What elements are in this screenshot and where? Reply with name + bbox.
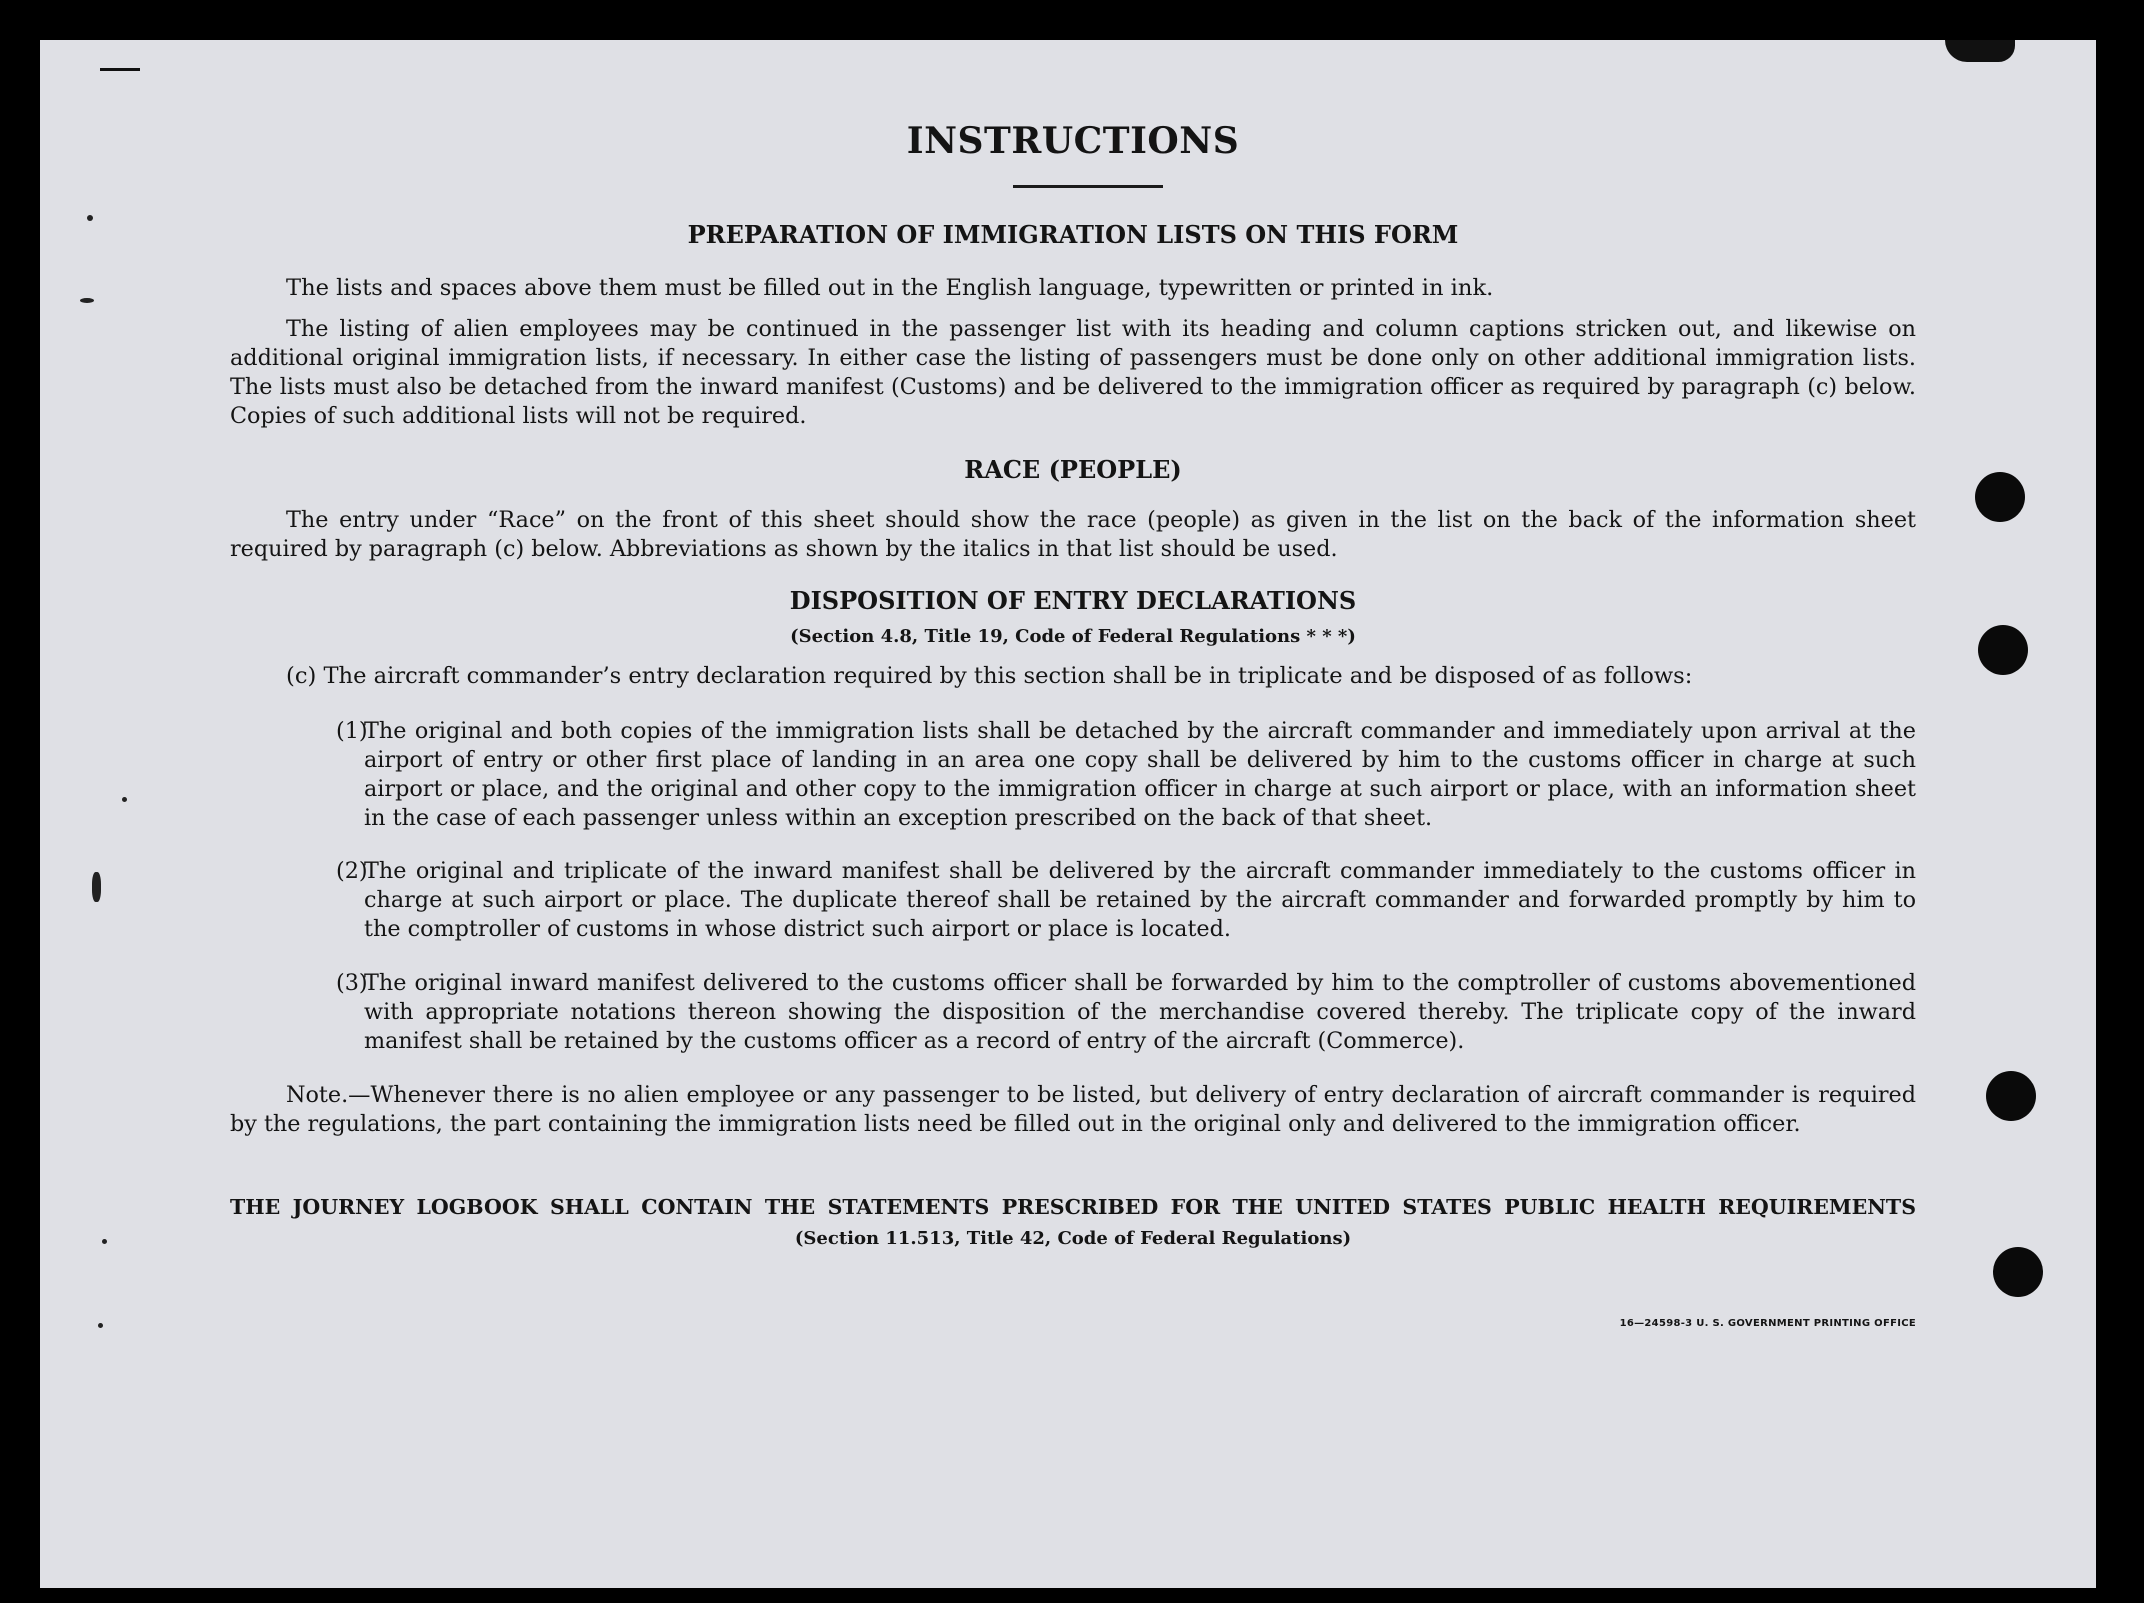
list-item-text	[364, 857, 1916, 944]
speck-mark	[122, 797, 127, 802]
speck-mark	[102, 1239, 107, 1244]
edge-tear-mark	[1945, 40, 2015, 62]
list-item-text-content: The original inward manifest delivered to the customs officer shall be forwarded by him to the comptroller of customs abovementioned with appropriate notations thereon showing the disposition of the merchandise covered thereby. The triplicate copy of the inward manifest shall be retained by the customs officer as a record of entry of the aircraft (Commerce).	[364, 970, 1916, 1054]
health-requirements-citation: (Section 11.513, Title 42, Code of Federal Regulations)	[794, 1228, 1352, 1249]
list-item-number: (2)	[336, 858, 368, 884]
section-heading-race: RACE (PEOPLE)	[964, 455, 1182, 484]
speck-mark	[92, 872, 101, 902]
speck-mark	[87, 215, 93, 221]
punch-hole	[1978, 625, 2028, 675]
health-requirements-statement: THE JOURNEY LOGBOOK SHALL CONTAIN THE STATEMENTS PRESCRIBED FOR THE UNITED STATES PUBLIC HEALTH REQUIREMENTS	[230, 1195, 1916, 1219]
list-item-number: (1)	[336, 718, 368, 744]
paragraph-race: The entry under “Race” on the front of this sheet should show the race (people) as given in the list on the back of the information sheet required by paragraph (c) below. Abbreviations as shown by the italics in that list should be used.	[230, 507, 1916, 562]
title-divider	[1013, 185, 1163, 188]
edge-tear-mark	[100, 68, 140, 71]
paragraph-c-intro: (c) The aircraft commander’s entry declaration required by this section shall be in triplicate and be disposed of as follows:	[286, 663, 1693, 689]
paragraph-language: The lists and spaces above them must be filled out in the English language, typewritten or printed in ink.	[286, 275, 1494, 301]
section-heading-disposition: DISPOSITION OF ENTRY DECLARATIONS	[789, 586, 1357, 615]
speck-mark	[80, 298, 94, 303]
list-item-text-content: The original and triplicate of the inward manifest shall be delivered by the aircraft commander immediately to the customs officer in charge at such airport or place. The duplicate thereof shall be retained by the aircraft commander and forwarded promptly by him to the comptroller of customs in whose district such airport or place is located.	[364, 858, 1916, 942]
punch-hole	[1975, 472, 2025, 522]
punch-hole	[1993, 1247, 2043, 1297]
document-page	[40, 40, 2096, 1588]
page-title: INSTRUCTIONS	[906, 120, 1240, 162]
list-item-text	[364, 969, 1916, 1056]
list-item-text-content: The original and both copies of the immigration lists shall be detached by the aircraft commander and immediately upon arrival at the airport of entry or other first place of landing in an area one copy shall be delivered by him to the customs officer in charge at such airport or place, and the original and other copy to the immigration officer in charge at such airport or place, with an information sheet in the case of each passenger unless within an exception prescribed on the back of that sheet.	[364, 718, 1916, 831]
speck-mark	[98, 1323, 103, 1328]
disposition-citation: (Section 4.8, Title 19, Code of Federal Regulations * * *)	[790, 626, 1356, 647]
punch-hole	[1986, 1071, 2036, 1121]
paragraph-alien-employees: The listing of alien employees may be continued in the passenger list with its heading and column captions stricken out, and likewise on additional original immigration lists, if necessary. In either case the listing of passengers must be done only on other additional immigration lists. The lists must also be detached from the inward manifest (Customs) and be delivered to the immigration officer as required by paragraph (c) below. Copies of such additional lists will not be required.	[230, 316, 1916, 429]
paragraph-note: Note.—Whenever there is no alien employee or any passenger to be listed, but delivery of entry declaration of aircraft commander is required by the regulations, the part containing the immigration lists need be filled out in the original only and delivered to the immigration officer.	[230, 1082, 1916, 1137]
section-heading-preparation: PREPARATION OF IMMIGRATION LISTS ON THIS FORM	[687, 220, 1459, 249]
printing-office-imprint: 16—24598-3 U. S. GOVERNMENT PRINTING OFFICE	[1619, 1318, 1916, 1329]
list-item-text	[364, 717, 1916, 833]
list-item-number: (3)	[336, 970, 368, 996]
